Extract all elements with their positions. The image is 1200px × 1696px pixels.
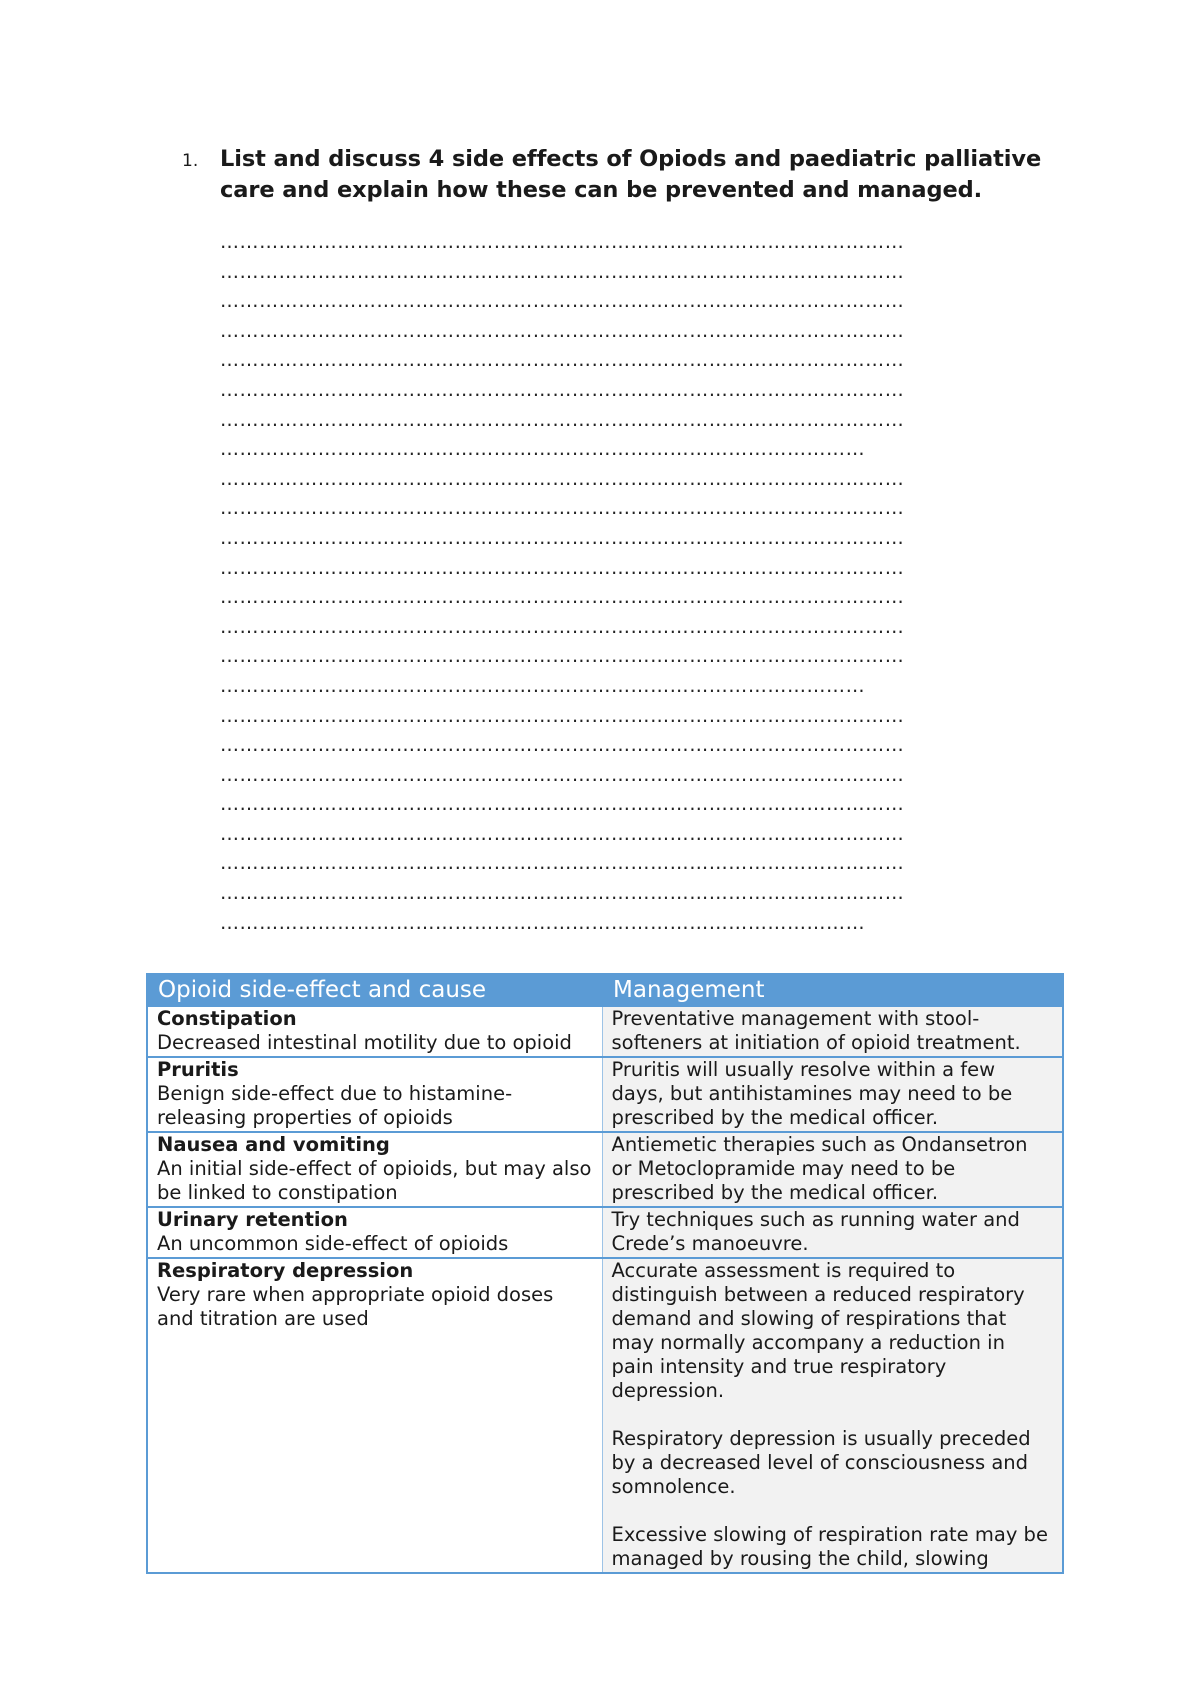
column-header-cause: Opioid side-effect and cause — [147, 974, 602, 1006]
management-text: Preventative management with stool-softeners at initiation of opioid treatment. — [611, 1007, 1021, 1054]
answer-line[interactable]: …………………………………………………………………………………………… — [220, 497, 905, 520]
question-number: 1. — [182, 151, 199, 171]
cause-cell — [147, 1057, 602, 1132]
answer-line[interactable]: …………………………………………………………………………………………… — [220, 734, 905, 757]
effect-name: Urinary retention — [157, 1208, 348, 1231]
table-row — [147, 1006, 1063, 1057]
answer-line[interactable]: …………………………………………………………………………………………… — [220, 408, 905, 431]
column-header-management: Management — [602, 974, 1063, 1006]
cause-cell — [147, 1132, 602, 1207]
answer-line[interactable]: …………………………………………………………………………………………… — [220, 556, 905, 579]
management-text: Excessive slowing of respiration rate may be managed by rousing the child, slowing — [611, 1523, 1048, 1570]
answer-line[interactable]: …………………………………………………………………………………………… — [220, 645, 905, 668]
answer-line[interactable]: …………………………………………………………………………………………… — [220, 852, 905, 875]
answer-line[interactable]: …………………………………………………………………………………………… — [220, 467, 905, 490]
answer-line[interactable]: …………………………………………………………………………………………… — [220, 586, 905, 609]
management-text: Try techniques such as running water and Crede’s manoeuvre. — [611, 1208, 1020, 1255]
effect-name: Respiratory depression — [157, 1259, 414, 1282]
cause-cell — [147, 1207, 602, 1258]
effect-cause: An uncommon side-effect of opioids — [157, 1232, 509, 1255]
management-cell — [602, 1006, 1063, 1057]
table-row — [147, 1258, 1063, 1573]
effect-name: Pruritis — [157, 1058, 239, 1081]
management-cell — [602, 1132, 1063, 1207]
management-cell — [602, 1207, 1063, 1258]
answer-line[interactable]: …………………………………………………………………………………………… — [220, 526, 905, 549]
answer-line[interactable]: …………………………………………………………………………………………… — [220, 793, 905, 816]
answer-line[interactable]: …………………………………………………………………………………………… — [220, 231, 905, 253]
answer-line[interactable]: ……………………………………………………………………………………… — [220, 438, 866, 461]
effect-name: Constipation — [157, 1007, 297, 1030]
management-text: Antiemetic therapies such as Ondansetron or Metoclopramide may need to be prescribed by the medical officer. — [611, 1133, 1028, 1204]
answer-line[interactable]: …………………………………………………………………………………………… — [220, 822, 905, 845]
answer-line[interactable]: …………………………………………………………………………………………… — [220, 378, 905, 401]
management-text: Accurate assessment is required to distinguish between a reduced respiratory demand and slowing of respirations that may normally accompany a reduction in pain intensity and true respiratory depression. — [611, 1259, 1025, 1402]
table-row — [147, 1132, 1063, 1207]
question-text: List and discuss 4 side effects of Opiods and paediatric palliative care and explain how these can be prevented and managed. — [220, 146, 1042, 203]
answer-line[interactable]: ……………………………………………………………………………………… — [220, 674, 866, 697]
table-row — [147, 1057, 1063, 1132]
effect-cause: Decreased intestinal motility due to opioid — [157, 1031, 572, 1054]
answer-line[interactable]: …………………………………………………………………………………………… — [220, 763, 905, 786]
side-effects-table — [146, 973, 1064, 1574]
answer-lines — [220, 228, 1062, 938]
management-cell — [602, 1258, 1063, 1573]
question-block — [182, 144, 1062, 206]
effect-name: Nausea and vomiting — [157, 1133, 390, 1156]
effect-cause: Very rare when appropriate opioid doses and titration are used — [157, 1283, 554, 1330]
answer-line[interactable]: …………………………………………………………………………………………… — [220, 615, 905, 638]
management-text: Pruritis will usually resolve within a few days, but antihistamines may need to be prescribed by the medical officer. — [611, 1058, 1013, 1129]
answer-line[interactable]: …………………………………………………………………………………………… — [220, 882, 905, 905]
table-row — [147, 1207, 1063, 1258]
answer-line[interactable]: …………………………………………………………………………………………… — [220, 319, 905, 342]
effect-cause: An initial side-effect of opioids, but may also be linked to constipation — [157, 1157, 592, 1204]
answer-line[interactable]: …………………………………………………………………………………………… — [220, 349, 905, 372]
answer-line[interactable]: ……………………………………………………………………………………… — [220, 911, 866, 934]
management-cell — [602, 1057, 1063, 1132]
answer-line[interactable]: …………………………………………………………………………………………… — [220, 260, 905, 283]
answer-line[interactable]: …………………………………………………………………………………………… — [220, 704, 905, 727]
effect-cause: Benign side-effect due to histamine-releasing properties of opioids — [157, 1082, 513, 1129]
management-text: Respiratory depression is usually preceded by a decreased level of consciousness and somnolence. — [611, 1427, 1031, 1498]
answer-line[interactable]: …………………………………………………………………………………………… — [220, 290, 905, 313]
table-header-row — [147, 974, 1063, 1006]
cause-cell — [147, 1006, 602, 1057]
cause-cell — [147, 1258, 602, 1573]
